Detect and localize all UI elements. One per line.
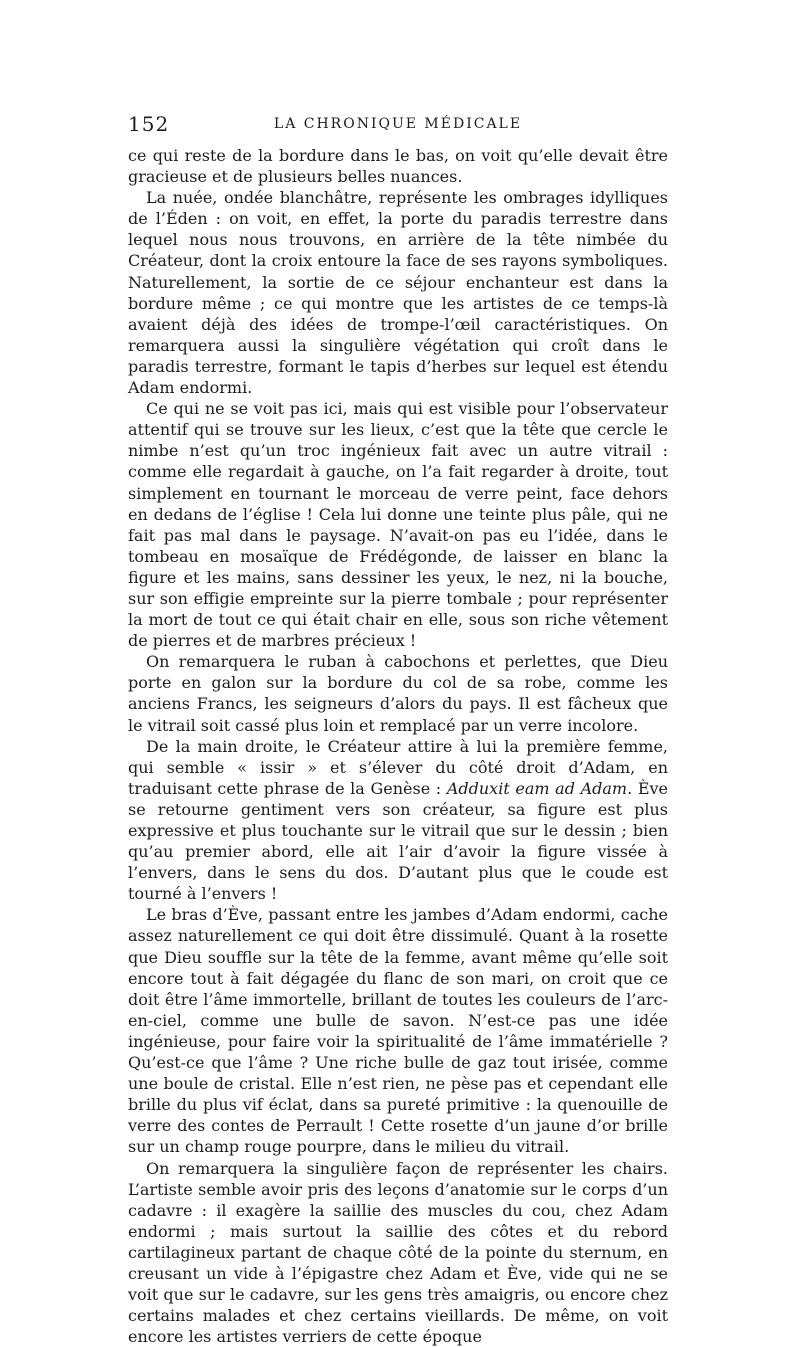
page-header <box>128 112 668 138</box>
paragraph-bras-eve: Le bras d’Ève, passant entre les jambes d’Adam endormi, cache assez naturellement ce qui doit être dissimulé. Quant à la rosette que Dieu souffle sur la tête de la femme, avant même qu’elle soit encore tout à fait dégagée du flanc de son mari, on croit que ce doit être l’âme immortelle, brillant de toutes les couleurs de l’arc-en-ciel, comme une bulle de savon. N’est-ce pas une idée ingénieuse, pour faire voir la spiritualité de l’âme immatérielle ? Qu’est-ce que l’âme ? Une riche bulle de gaz tout irisée, comme une boule de cristal. Elle n’est rien, ne pèse pas et cependant elle brille du plus vif éclat, dans sa pureté primitive : la quenouille de verre des contes de Perrault ! Cette rosette d’un jaune d’or brille sur un champ rouge pourpre, dans le milieu du vitrail. <box>128 904 668 1157</box>
running-title: LA CHRONIQUE MÉDICALE <box>128 116 668 132</box>
paragraph-createur <box>128 736 668 905</box>
latin-quote: Adduxit eam ad Adam <box>447 779 627 798</box>
paragraph-nimbe: Ce qui ne se voit pas ici, mais qui est visible pour l’observateur attentif qui se trouve sur les lieux, c’est que la tête que cercle le nimbe n’est qu’un troc ingénieux fait avec un autre vitrail : comme elle regardait à gauche, on l’a fait regarder à droite, tout simplement en tournant le morceau de verre peint, face dehors en dedans de l’église ! Cela lui donne une teinte plus pâle, qui ne fait pas mal dans le paysage. N’avait-on pas eu l’idée, dans le tombeau en mosaïque de Frédégonde, de laisser en blanc la figure et les mains, sans dessiner les yeux, le nez, ni la bouche, sur son effigie empreinte sur la pierre tombale ; pour représenter la mort de tout ce qui était chair en elle, sous son riche vêtement de pierres et de marbres précieux ! <box>128 398 668 651</box>
paragraph-ruban: On remarquera le ruban à cabochons et perlettes, que Dieu porte en galon sur la bordure du col de sa robe, comme les anciens Francs, les seigneurs d’alors du pays. Il est fâcheux que le vitrail soit cassé plus loin et remplacé par un verre incolore. <box>128 651 668 735</box>
article-body <box>128 145 668 1347</box>
paragraph-createur-text-start: De la main droite, le Créateur attire à lui la première femme, qui semble « issir » et s’élever du côté droit d’Adam, en traduisant cette phrase de la Genèse : <box>128 737 668 798</box>
paragraph-chairs: On remarquera la singulière façon de représenter les chairs. L’artiste semble avoir pris des leçons d’anatomie sur le corps d’un cadavre : il exagère la saillie des muscles du cou, chez Adam endormi ; mais surtout la saillie des côtes et du rebord cartilagineux partant de chaque côté de la pointe du sternum, en creusant un vide à l’épigastre chez Adam et Ève, vide qui ne se voit que sur le cadavre, sur les gens très amaigris, ou encore chez certains malades et chez certains vieillards. De même, on voit encore les artistes verriers de cette époque <box>128 1158 668 1347</box>
paragraph-createur-text-end: . Ève se retourne gentiment vers son créateur, sa figure est plus expressive et plus touchante sur le vitrail que sur le dessin ; bien qu’au premier abord, elle ait l’air d’avoir la figure vissée à l’envers, dans le sens du dos. D’autant plus que le coude est tourné à l’envers ! <box>128 779 668 903</box>
paragraph-eden: La nuée, ondée blanchâtre, représente les ombrages idylliques de l’Éden : on voit, en effet, la porte du paradis terrestre dans lequel nous nous trouvons, en arrière de la tête nimbée du Créateur, dont la croix entoure la face de ses rayons symboliques. Naturellement, la sortie de ce séjour enchanteur est dans la bordure même ; ce qui montre que les artistes de ce temps-là avaient déjà des idées de trompe-l’œil caractéristiques. On remarquera aussi la singulière végétation qui croît dans le paradis terrestre, formant le tapis d’herbes sur lequel est étendu Adam endormi. <box>128 187 668 398</box>
paragraph-continuation: ce qui reste de la bordure dans le bas, on voit qu’elle devait être gracieuse et de plusieurs belles nuances. <box>128 145 668 187</box>
page-number: 152 <box>128 112 169 136</box>
